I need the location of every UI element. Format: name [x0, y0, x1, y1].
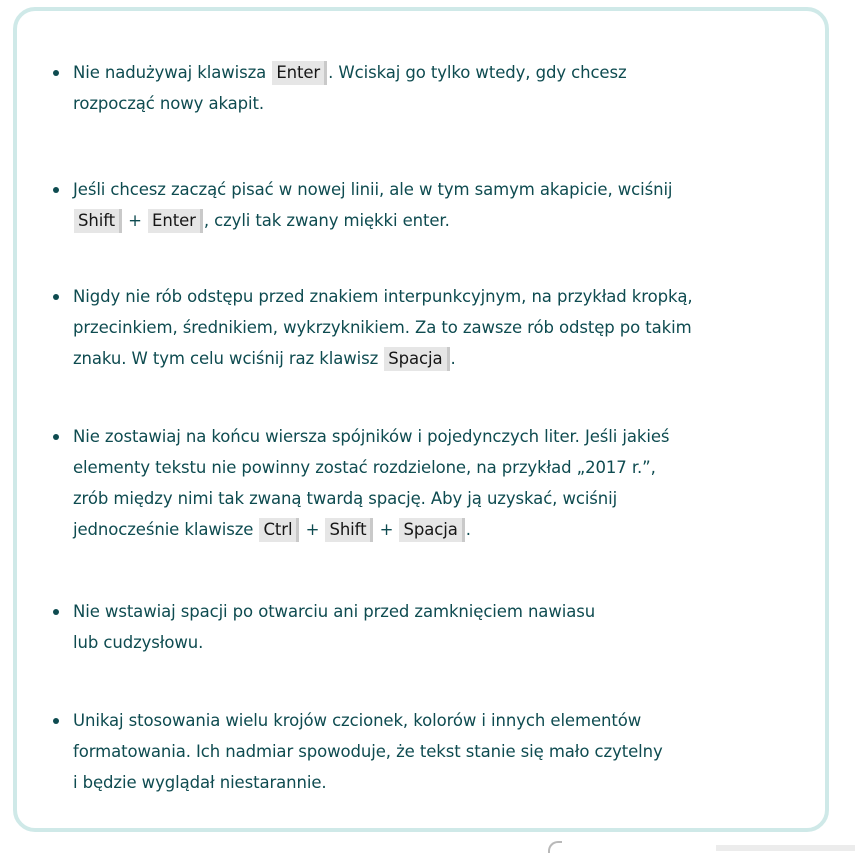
decorative-bar	[716, 845, 855, 851]
tip-brackets	[73, 596, 813, 658]
tip-text: .	[450, 349, 456, 368]
tip-text: +	[374, 520, 399, 539]
tip-formatting	[73, 705, 813, 798]
key-enter: Enter	[148, 209, 203, 233]
tips-panel	[13, 7, 829, 832]
tip-text: i będzie wyglądał niestarannie.	[73, 773, 327, 792]
key-space: Spacja	[399, 518, 464, 542]
key-space: Spacja	[384, 347, 449, 371]
tip-text: +	[300, 520, 325, 539]
tip-text: Unikaj stosowania wielu krojów czcionek, kolorów i innych elementów	[73, 711, 642, 730]
bullet-icon	[53, 434, 59, 440]
tip-text: jednocześnie klawisze	[73, 520, 259, 539]
tip-text: +	[123, 211, 148, 230]
tip-soft-enter	[73, 174, 813, 236]
tip-text: znaku. W tym celu wciśnij raz klawisz	[73, 349, 384, 368]
tip-text: .	[465, 520, 471, 539]
tip-text: elementy tekstu nie powinny zostać rozdzielone, na przykład „2017 r.”,	[73, 458, 656, 477]
tip-text: Nie wstawiaj spacji po otwarciu ani przed zamknięciem nawiasu	[73, 602, 596, 621]
tip-text: Nie nadużywaj klawisza	[73, 63, 272, 82]
tip-punctuation-spacing	[73, 281, 813, 374]
tip-text: zrób między nimi tak zwaną twardą spację. Aby ją uzyskać, wciśnij	[73, 489, 618, 508]
bullet-icon	[53, 187, 59, 193]
tip-enter	[73, 57, 813, 119]
tip-text: lub cudzysłowu.	[73, 633, 204, 652]
key-shift: Shift	[74, 209, 122, 233]
tip-text: przecinkiem, średnikiem, wykrzyknikiem. Za to zawsze rób odstęp po takim	[73, 318, 692, 337]
bullet-icon	[53, 70, 59, 76]
key-ctrl: Ctrl	[259, 518, 299, 542]
bullet-icon	[53, 294, 59, 300]
tip-text: . Wciskaj go tylko wtedy, gdy chcesz	[328, 63, 627, 82]
tip-text: Nigdy nie rób odstępu przed znakiem interpunkcyjnym, na przykład kropką,	[73, 287, 693, 306]
bullet-icon	[53, 609, 59, 615]
key-shift: Shift	[325, 518, 373, 542]
key-enter: Enter	[272, 61, 327, 85]
bullet-icon	[53, 718, 59, 724]
tip-text: Jeśli chcesz zacząć pisać w nowej linii, ale w tym samym akapicie, wciśnij	[73, 180, 673, 199]
tip-text: Nie zostawiaj na końcu wiersza spójników i pojedynczych liter. Jeśli jakieś	[73, 427, 670, 446]
decorative-curl	[548, 841, 562, 853]
tip-text: rozpocząć nowy akapit.	[73, 94, 265, 113]
tip-text: formatowania. Ich nadmiar spowoduje, że tekst stanie się mało czytelny	[73, 742, 663, 761]
tip-hard-space	[73, 421, 813, 545]
cropped-footer	[548, 841, 855, 851]
tip-text: , czyli tak zwany miękki enter.	[203, 211, 450, 230]
